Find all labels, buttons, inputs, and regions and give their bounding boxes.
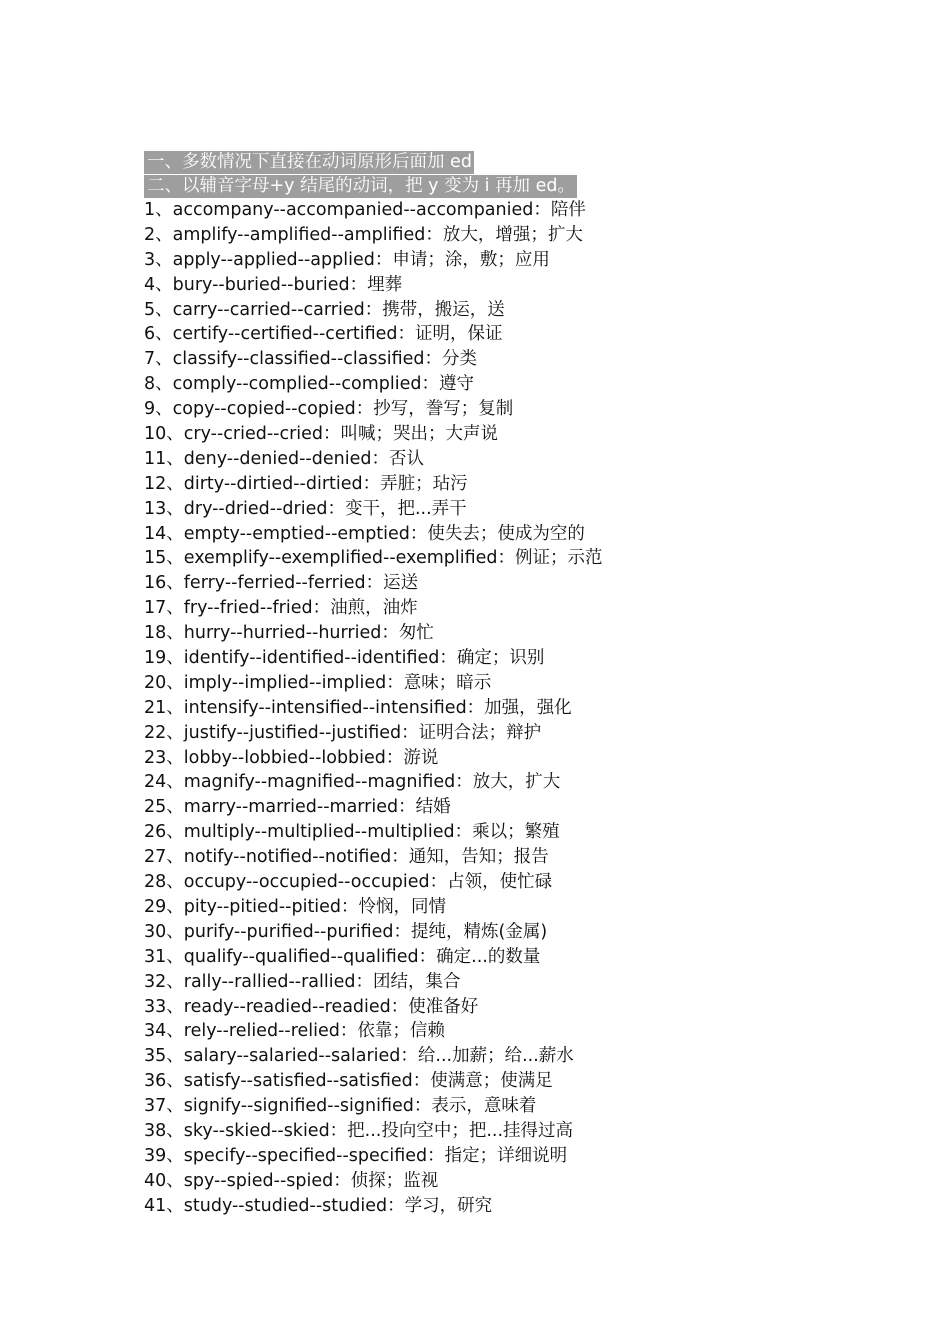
verb-entry: 24、magnify--magnified--magnified：放大，扩大 xyxy=(144,772,561,793)
verb-entry: 35、salary--salaried--salaried：给...加薪；给...薪水 xyxy=(144,1046,574,1067)
verb-entry: 30、purify--purified--purified：提纯，精炼(金属) xyxy=(144,921,548,942)
verb-entry: 5、carry--carried--carried：携带，搬运，送 xyxy=(144,299,505,320)
verb-list xyxy=(144,198,844,1219)
verb-entry: 22、justify--justified--justified：证明合法；辩护 xyxy=(144,722,542,743)
verb-entry: 21、intensify--intensified--intensified：加强，强化 xyxy=(144,697,572,718)
verb-entry: 40、spy--spied--spied：侦探；监视 xyxy=(144,1170,439,1191)
verb-entry: 6、certify--certified--certified：证明，保证 xyxy=(144,324,503,345)
verb-entry: 10、cry--cried--cried：叫喊；哭出；大声说 xyxy=(144,424,498,445)
verb-entry: 34、rely--relied--relied：依靠；信赖 xyxy=(144,1021,445,1042)
verb-entry: 33、ready--readied--readied：使准备好 xyxy=(144,996,479,1017)
verb-entry: 15、exemplify--exemplified--exemplified：例证；示范 xyxy=(144,548,603,569)
verb-entry: 37、signify--signified--signified：表示，意味着 xyxy=(144,1096,537,1117)
verb-entry: 20、imply--implied--implied：意味；暗示 xyxy=(144,672,492,693)
verb-entry: 23、lobby--lobbied--lobbied：游说 xyxy=(144,747,439,768)
verb-entry: 11、deny--denied--denied：否认 xyxy=(144,448,424,469)
verb-entry: 28、occupy--occupied--occupied：占领，使忙碌 xyxy=(144,872,553,893)
verb-entry: 13、dry--dried--dried：变干，把...弄干 xyxy=(144,498,467,519)
heading-highlight: 二、以辅音字母+y 结尾的动词，把 y 变为 i 再加 ed。 xyxy=(144,175,577,198)
verb-entry: 17、fry--fried--fried：油煎，油炸 xyxy=(144,598,418,619)
verb-entry: 19、identify--identified--identified：确定；识别 xyxy=(144,648,545,669)
verb-entry: 26、multiply--multiplied--multiplied：乘以；繁殖 xyxy=(144,822,560,843)
verb-entry: 7、classify--classified--classified：分类 xyxy=(144,349,478,370)
verb-entry: 1、accompany--accompanied--accompanied：陪伴 xyxy=(144,200,586,220)
verb-entry: 4、bury--buried--buried：埋葬 xyxy=(144,274,403,295)
verb-entry: 16、ferry--ferried--ferried：运送 xyxy=(144,573,419,594)
verb-entry: 3、apply--applied--applied：申请；涂，敷；应用 xyxy=(144,249,550,270)
verb-entry: 36、satisfy--satisfied--satisfied：使满意；使满足 xyxy=(144,1071,553,1092)
verb-entry: 41、study--studied--studied：学习，研究 xyxy=(144,1195,493,1216)
document-body xyxy=(144,150,844,1219)
heading-highlight: 一、多数情况下直接在动词原形后面加 ed xyxy=(144,151,474,174)
verb-entry: 18、hurry--hurried--hurried：匆忙 xyxy=(144,623,434,644)
verb-entry: 32、rally--rallied--rallied：团结，集合 xyxy=(144,971,461,992)
verb-entry: 25、marry--married--married：结婚 xyxy=(144,797,451,818)
verb-entry: 9、copy--copied--copied：抄写，誊写；复制 xyxy=(144,399,514,420)
verb-entry: 2、amplify--amplified--amplified：放大，增强；扩大 xyxy=(144,224,583,245)
verb-entry: 12、dirty--dirtied--dirtied：弄脏；玷污 xyxy=(144,473,468,494)
verb-entry: 29、pity--pitied--pitied：怜悯，同情 xyxy=(144,896,447,917)
verb-entry: 27、notify--notified--notified：通知，告知；报告 xyxy=(144,847,549,868)
verb-entry: 14、empty--emptied--emptied：使失去；使成为空的 xyxy=(144,523,585,544)
verb-entry: 38、sky--skied--skied：把...投向空中；把...挂得过高 xyxy=(144,1120,574,1141)
section-heading-2 xyxy=(144,174,844,198)
section-heading-1 xyxy=(144,150,844,174)
verb-entry: 8、comply--complied--complied：遵守 xyxy=(144,374,474,395)
verb-entry: 39、specify--specified--specified：指定；详细说明 xyxy=(144,1145,568,1166)
verb-entry: 31、qualify--qualified--qualified：确定...的数量 xyxy=(144,946,541,967)
